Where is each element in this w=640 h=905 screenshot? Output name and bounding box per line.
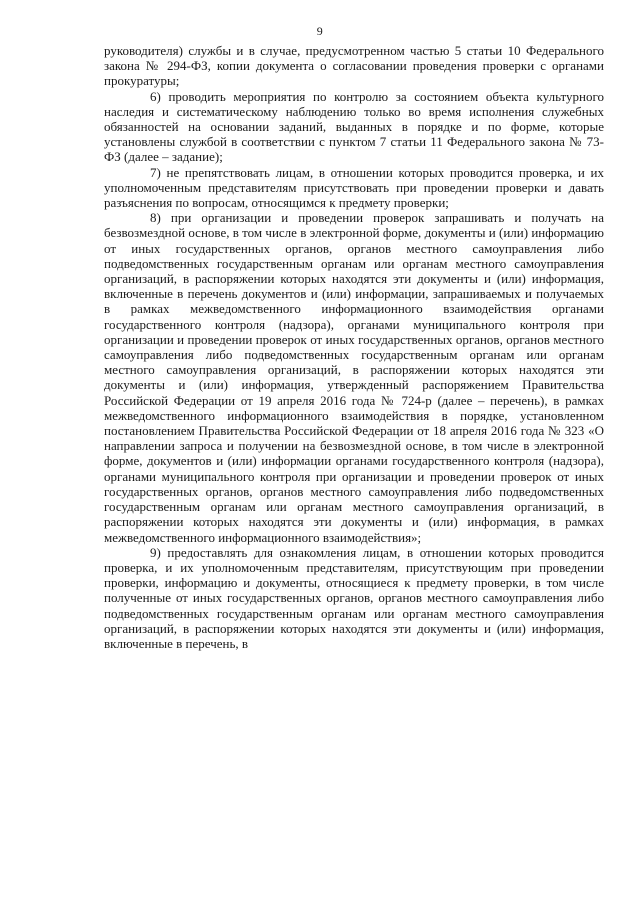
document-body — [104, 43, 604, 651]
paragraph-item-9: 9) предоставлять для ознакомления лицам, в отношении которых проводится проверка, и их уполномоченным представителям, присутствующим при проведении проверки, информацию и документы, относящиеся к предмету проверки, в том числе полученные от иных государственных органов, органов местного самоуправления либо подведомственных государственным органам или органам местного самоуправления организаций, в распоряжении которых находятся эти документы и (или) информация, включенные в перечень, в — [104, 544, 604, 651]
paragraph-item-8: 8) при организации и проведении проверок запрашивать и получать на безвозмездной основе, в том числе в электронной форме, документы и (или) информацию от иных государственных органов, органов местного самоуправления либо подведомственных государственным органам или органам местного самоуправления организаций, в распоряжении которых находятся эти документы и (или) информация, включенные в перечень документов и (или) информации, запрашиваемых и получаемых в рамках межведомственного информационного взаимодействия органами государственного контроля (надзора), органами муниципального контроля при организации и проведении проверок от иных государственных органов, органов местного самоуправления либо подведомственных государственным органам или органам местного самоуправления организаций, в распоряжении которых находятся эти документы и (или) информация, утвержденный распоряжением Правительства Российской Федерации от 19 апреля 2016 года № 724-р (далее – перечень), в рамках межведомственного информационного взаимодействия в порядке, установленном постановлением Правительства Российской Федерации от 18 апреля 2016 года № 323 «О направлении запроса и получении на безвозмездной основе, в том числе в электронной форме, документов и (или) информации органами государственного контроля (надзора), органами муниципального контроля при организации и проведении проверок от иных государственных органов, органов местного самоуправления либо подведомственных государственным органам или органам местного самоуправления организаций, в распоряжении которых находятся эти документы и (или) информация, в рамках межведомственного информационного взаимодействия»; — [104, 210, 604, 545]
paragraph-item-6: 6) проводить мероприятия по контролю за состоянием объекта культурного наследия и систематическому наблюдению только во время исполнения служебных обязанностей на основании заданий, выданных в порядке и по форме, которые установлены службой в соответствии с пунктом 7 статьи 11 Федерального закона № 73-ФЗ (далее – задание); — [104, 88, 604, 165]
paragraph-item-7: 7) не препятствовать лицам, в отношении которых проводится проверка, и их уполномоченным представителям присутствовать при проведении проверки и давать разъяснения по вопросам, относящимся к предмету проверки; — [104, 164, 604, 211]
paragraph-continuation: руководителя) службы и в случае, предусмотренном частью 5 статьи 10 Федерального закона № 294-ФЗ, копии документа о согласовании проведения проверки с органами прокуратуры; — [104, 43, 604, 89]
page-number: 9 — [316, 24, 324, 38]
